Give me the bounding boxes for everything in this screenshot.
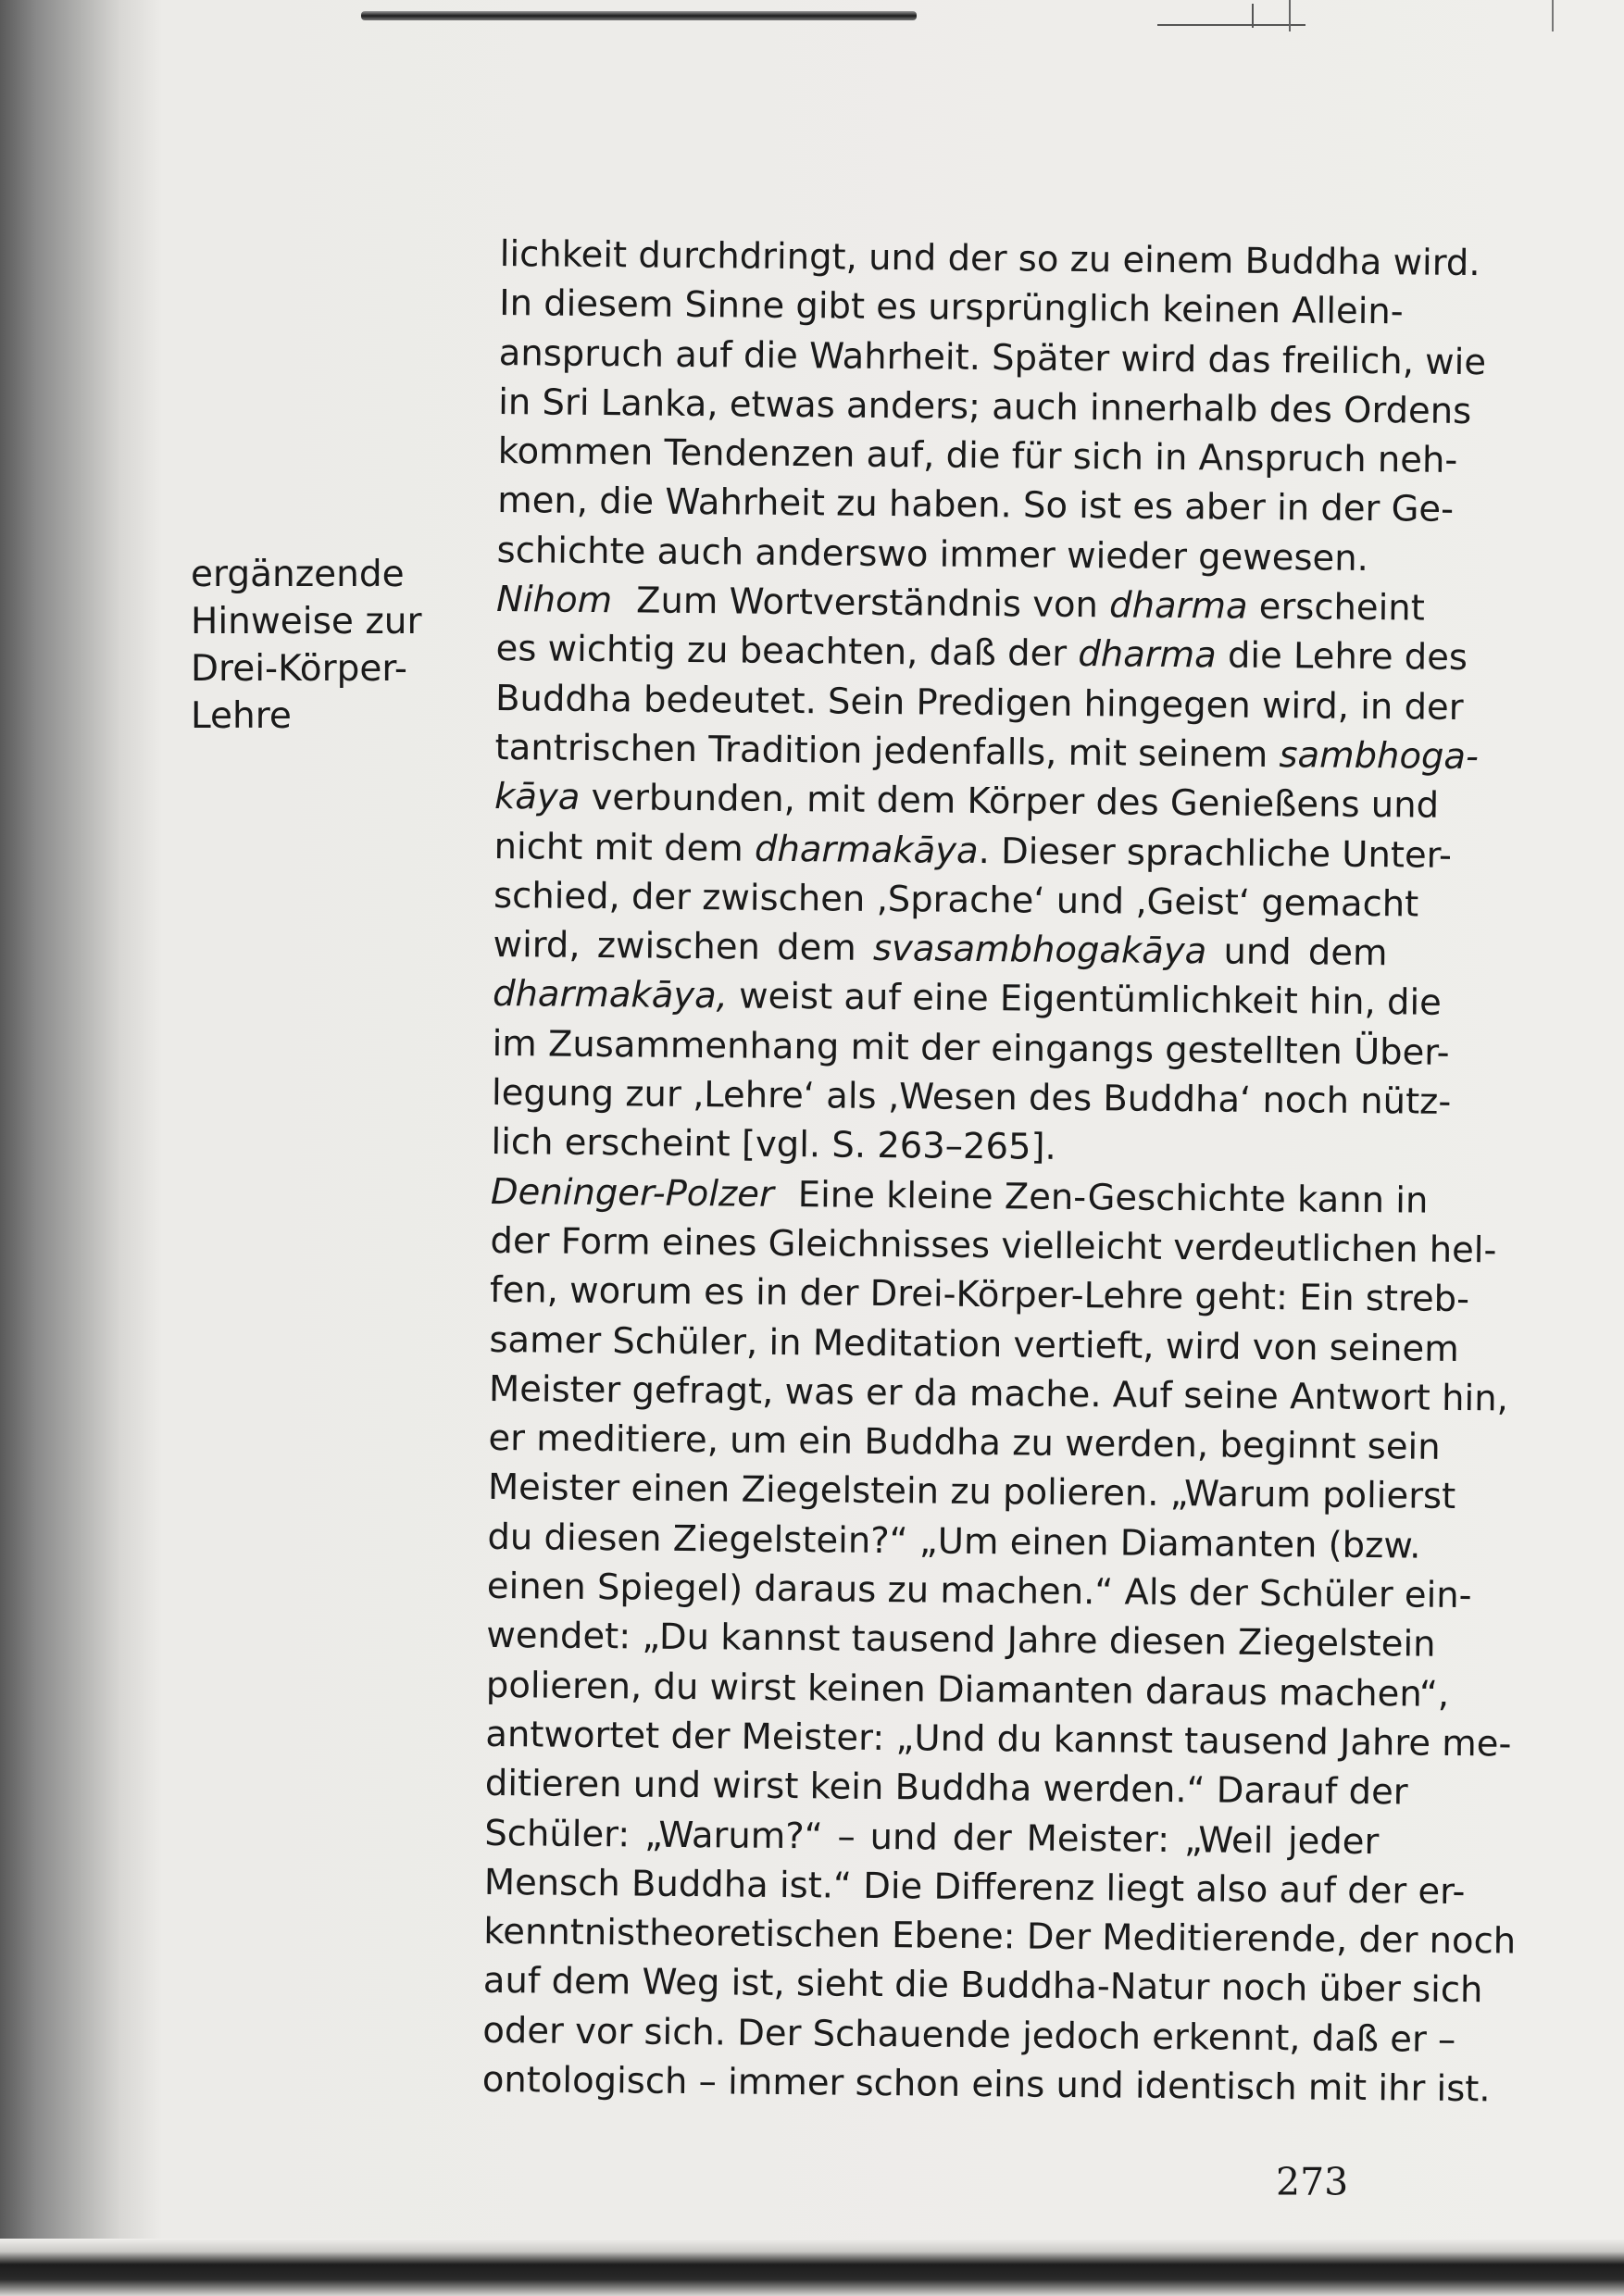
margin-note-line: Lehre [191, 695, 292, 737]
italic-term: dharmakāya [754, 828, 979, 872]
italic-term: kāya [493, 776, 581, 819]
text-line: antwortet der Meister: „Und du kannst tausend Jahre me- [485, 1713, 1512, 1766]
italic-term: dharmakāya, [492, 973, 729, 1017]
scan-top-edge [361, 11, 917, 20]
text-line: In diesem Sinne gibt es ursprünglich keinen Allein- [499, 282, 1404, 333]
text-line [492, 969, 1443, 1028]
text-line [493, 822, 1453, 880]
text-line: schied, der zwischen ‚Sprache‘ und ‚Geist‘ gemacht [493, 874, 1419, 926]
margin-note-line: Hinweise zur [191, 601, 422, 643]
text-line: er meditiere, um ein Buddha zu werden, beginnt sein [488, 1417, 1441, 1468]
italic-term: dharma [1108, 584, 1248, 628]
text-line: oder vor sich. Der Schauende jedoch erkennt, daß er – [482, 2009, 1456, 2061]
text-line [495, 624, 1468, 682]
text-line: kommen Tendenzen auf, die für sich in Anspruch neh- [497, 430, 1458, 482]
text-fragment: tantrischen Tradition jedenfalls, mit seinem [494, 726, 1280, 777]
text-line: der Form eines Gleichnisses vielleicht verdeutlichen hel- [490, 1219, 1497, 1272]
margin-note-line: Drei-Körper- [191, 648, 407, 690]
text-line: wendet: „Du kannst tausend Jahre diesen Ziegelstein [486, 1615, 1436, 1666]
italic-term: sambhoga- [1279, 734, 1480, 779]
scan-mark [1289, 0, 1291, 31]
text-line: Meister gefragt, was er da mache. Auf seine Antwort hin, [488, 1367, 1509, 1420]
page-number: 273 [1276, 2160, 1349, 2204]
italic-term: dharma [1078, 633, 1217, 677]
text-line: Mensch Buddha ist.“ Die Differenz liegt also auf der er- [483, 1861, 1466, 1913]
text-line [494, 723, 1480, 781]
text-line: legung zur ‚Lehre‘ als ‚Wesen des Buddha‘ noch nütz- [491, 1072, 1452, 1123]
text-line: kenntnistheoretischen Ebene: Der Meditierende, der noch [483, 1911, 1517, 1963]
text-line [493, 920, 1387, 979]
text-line: anspruch auf die Wahrheit. Später wird das freilich, wie [498, 331, 1487, 383]
text-line: men, die Wahrheit zu haben. So ist es aber in der Ge- [496, 480, 1455, 531]
text-fragment: Zum Wortverständnis von [635, 580, 1110, 627]
text-fragment: nicht mit dem [493, 825, 756, 870]
scan-mark [1252, 4, 1254, 28]
text-line: auf dem Weg ist, sieht die Buddha-Natur noch über sich [482, 1960, 1483, 2012]
margin-note [191, 551, 431, 740]
text-line: du diesen Ziegelstein?“ „Um einen Diamanten (bzw. [487, 1516, 1421, 1567]
text-fragment: Eine kleine Zen-Geschichte kann in [797, 1173, 1429, 1222]
text-line [495, 575, 1426, 633]
text-line: Schüler: „Warum?“ – und der Meister: „Weil jeder [484, 1812, 1380, 1863]
text-line: einen Spiegel) daraus zu machen.“ Als der Schüler ein- [486, 1565, 1472, 1617]
text-fragment: verbunden, mit dem Körper des Genießens und [580, 777, 1440, 828]
text-fragment: weist auf eine Eigentümlichkeit hin, die [727, 975, 1443, 1025]
text-line: fen, worum es in der Drei-Körper-Lehre geht: Ein streb- [489, 1269, 1470, 1321]
scan-mark [1157, 24, 1305, 26]
italic-term: svasambhogakāya [872, 928, 1207, 973]
text-fragment: und dem [1206, 930, 1388, 975]
text-line: lichkeit durchdringt, und der so zu einem Buddha wird. [499, 232, 1480, 285]
text-line [490, 1167, 1429, 1226]
text-line: lich erscheint [vgl. S. 263–265]. [491, 1121, 1057, 1169]
text-fragment: erscheint [1247, 585, 1426, 630]
text-fragment: . Dieser sprachliche Unter- [978, 830, 1453, 877]
text-line: polieren, du wirst keinen Diamanten daraus machen“, [485, 1664, 1450, 1716]
text-line: Meister einen Ziegelstein zu polieren. „Warum polierst [487, 1466, 1456, 1518]
text-line: ditieren und wirst kein Buddha werden.“ Darauf der [484, 1763, 1408, 1814]
text-line: Buddha bedeutet. Sein Predigen hingegen wird, in der [494, 677, 1464, 729]
text-fragment: die Lehre des [1216, 634, 1468, 680]
text-fragment: wird, zwischen dem [493, 924, 874, 970]
text-line: ontologisch – immer schon eins und identisch mit ihr ist. [481, 2058, 1491, 2111]
text-line: im Zusammenhang mit der eingangs gestellten Über- [492, 1022, 1450, 1074]
speaker-name: Deninger-Polzer [490, 1170, 774, 1216]
text-line: in Sri Lanka, etwas anders; auch innerhalb des Ordens [497, 381, 1472, 432]
text-line: schichte auch anderswo immer wieder gewesen. [496, 529, 1369, 580]
speaker-name: Nihom [495, 579, 613, 622]
text-fragment: es wichtig zu beachten, daß der [495, 628, 1079, 676]
body-text [481, 230, 1517, 2113]
text-line [493, 772, 1440, 830]
text-line: samer Schüler, in Meditation vertieft, wird von seinem [489, 1318, 1459, 1370]
scan-mark [1552, 0, 1554, 31]
margin-note-line: ergänzende [191, 554, 405, 595]
